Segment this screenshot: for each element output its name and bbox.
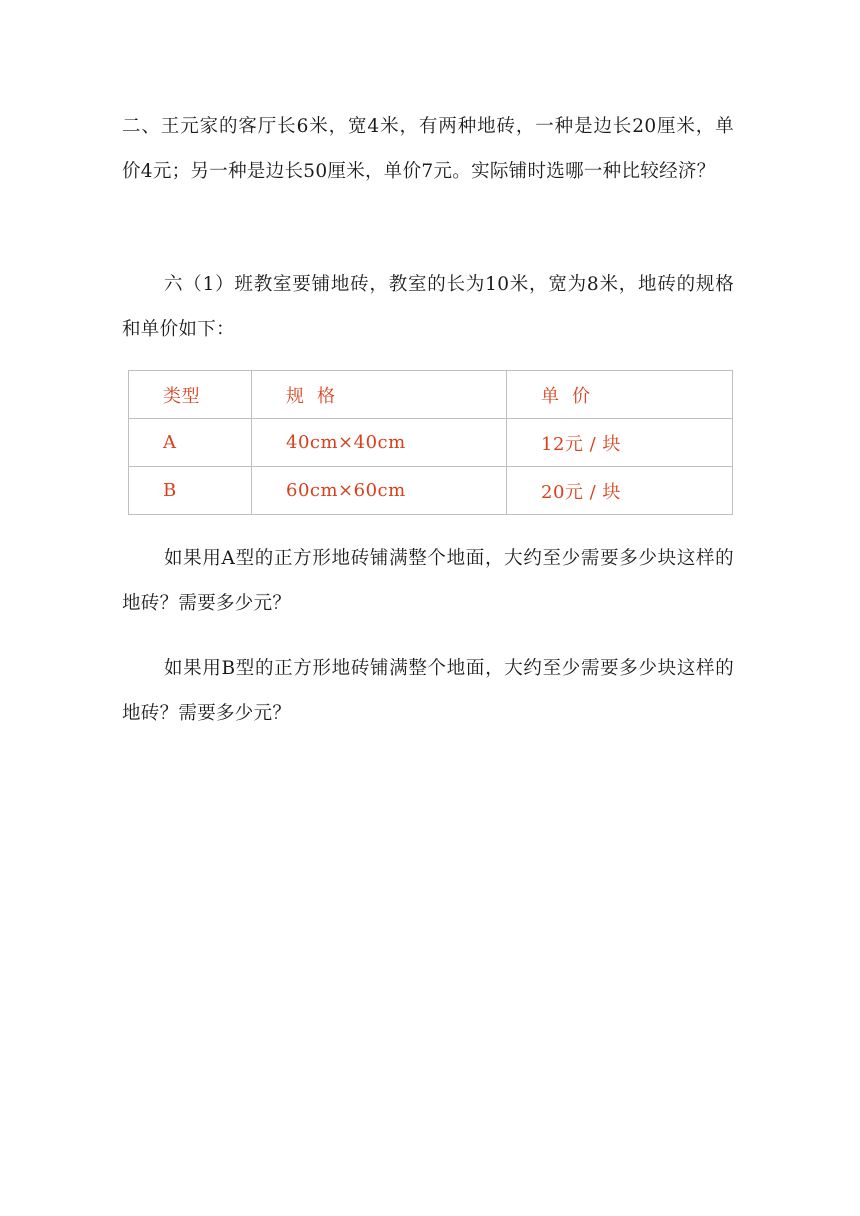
tile-spec-table-wrapper xyxy=(128,370,732,515)
table-header-row xyxy=(129,371,733,419)
cell-type-a: A xyxy=(129,419,252,467)
cell-type-b: B xyxy=(129,467,252,515)
table-row xyxy=(129,419,733,467)
header-price: 单 价 xyxy=(507,371,733,419)
tile-spec-table xyxy=(128,370,733,515)
problem-6-intro: 六（1）班教室要铺地砖，教室的长为10米，宽为8米，地砖的规格和单价如下： xyxy=(122,274,734,340)
table-row xyxy=(129,467,733,515)
cell-price-b: 20元 / 块 xyxy=(507,467,733,515)
question-a-text: 如果用A型的正方形地砖铺满整个地面，大约至少需要多少块这样的地砖？需要多少元？ xyxy=(122,548,734,614)
problem-2-text: 二、王元家的客厅长6米，宽4米，有两种地砖，一种是边长20厘米，单价4元；另一种是边长50厘米，单价7元。实际铺时选哪一种比较经济？ xyxy=(122,116,734,182)
cell-spec-a: 40cm×40cm xyxy=(252,419,507,467)
cell-spec-b: 60cm×60cm xyxy=(252,467,507,515)
header-spec: 规 格 xyxy=(252,371,507,419)
question-b-text: 如果用B型的正方形地砖铺满整个地面，大约至少需要多少块这样的地砖？需要多少元？ xyxy=(122,658,734,724)
cell-price-a: 12元 / 块 xyxy=(507,419,733,467)
header-type: 类型 xyxy=(129,371,252,419)
